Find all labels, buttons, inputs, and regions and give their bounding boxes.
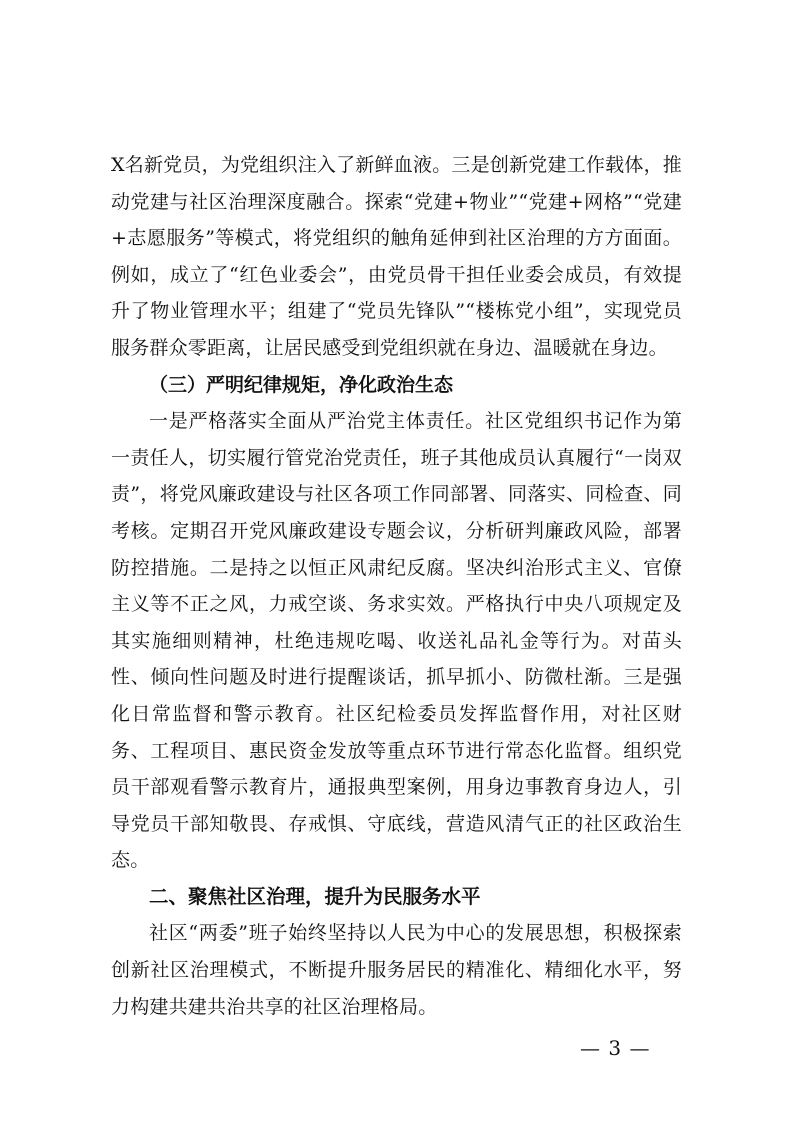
paragraph-discipline: 一是严格落实全面从严治党主体责任。社区党组织书记作为第一责任人，切实履行管党治党责任，班子其他成员认真履行“一岗双责”，将党风廉政建设与社区各项工作同部署、同落实、同检查、同考核。定期召开党风廉政建设专题会议，分析研判廉政风险，部署防控措施。二是持之以恒正风肃纪反腐。坚决纠治形式主义、官僚主义等不正之风，力戒空谈、务求实效。严格执行中央八项规定及其实施细则精神，杜绝违规吃喝、收送礼品礼金等行为。对苗头性、倾向性问题及时进行提醒谈话，抓早抓小、防微杜渐。三是强化日常监督和警示教育。社区纪检委员发挥监督作用，对社区财务、工程项目、惠民资金发放等重点环节进行常态化监督。组织党员干部观看警示教育片，通报典型案例，用身边事教育身边人，引导党员干部知敬畏、存戒惧、守底线，营造风清气正的社区政治生态。: [111, 410, 682, 872]
section-heading: 二、聚焦社区治理，提升为民服务水平: [149, 884, 481, 908]
page-body: [111, 147, 682, 1025]
paragraph-continuation: X名新党员，为党组织注入了新鲜血液。三是创新党建工作载体，推动党建与社区治理深度融合。探索“党建+物业”“党建+网格”“党建+志愿服务”等模式，将党组织的触角延伸到社区治理的方方面面。例如，成立了“红色业委会”，由党员骨干担任业委会成员，有效提升了物业管理水平；组建了“党员先锋队”“楼栋党小组”，实现党员服务群众零距离，让居民感受到党组织就在身边、温暖就在身边。: [111, 154, 682, 359]
page-number: — 3 —: [580, 1036, 651, 1060]
paragraph-governance: 社区“两委”班子始终坚持以人民为中心的发展思想，积极探索创新社区治理模式，不断提升服务居民的精准化、精细化水平，努力构建共建共治共享的社区治理格局。: [111, 922, 682, 1018]
section-subheading: （三）严明纪律规矩，净化政治生态: [149, 373, 454, 396]
